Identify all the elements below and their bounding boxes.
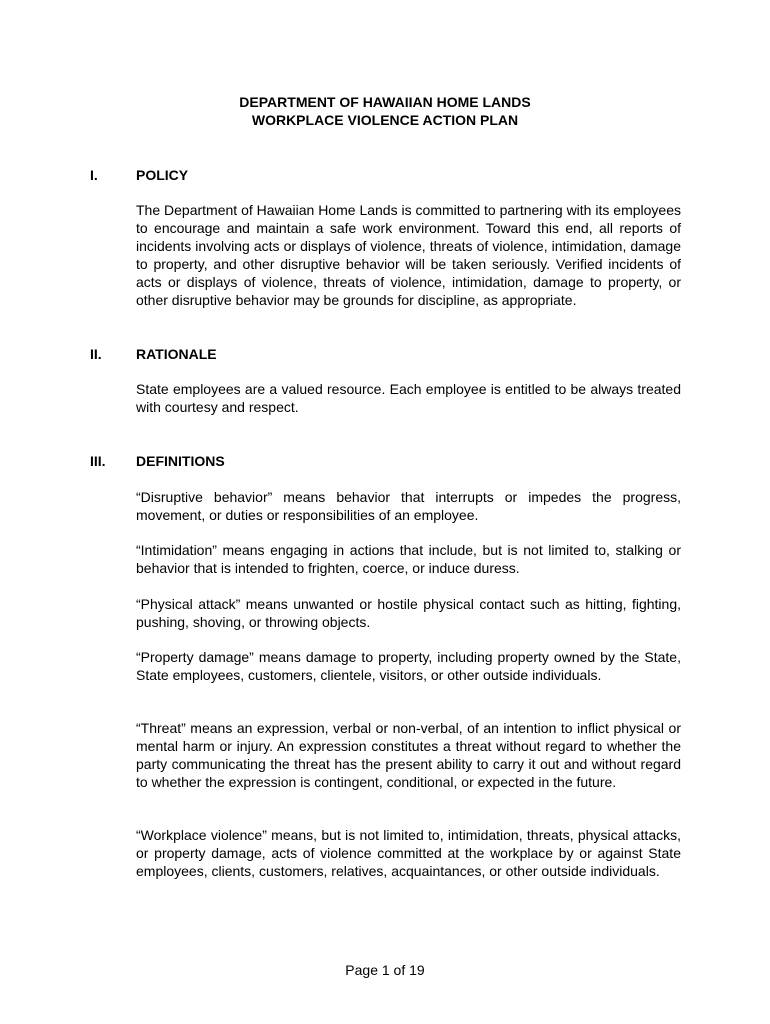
section-2-number: II.	[90, 346, 102, 362]
definition-disruptive-behavior: “Disruptive behavior” means behavior that interrupts or impedes the progress, movement, or duties or responsibilities of an employee.	[136, 489, 681, 523]
definition-workplace-violence: “Workplace violence” means, but is not limited to, intimidation, threats, physical attacks, or property damage, acts of violence committed at the workplace by or against State employees, clients, customers, relatives, acquaintances, or other outside individuals.	[136, 827, 681, 879]
title-line-2: WORKPLACE VIOLENCE ACTION PLAN	[251, 112, 519, 128]
section-1-number: I.	[90, 167, 98, 183]
rationale-paragraph: State employees are a valued resource. Each employee is entitled to be always treated with courtesy and respect.	[136, 381, 681, 415]
definition-physical-attack: “Physical attack” means unwanted or hostile physical contact such as hitting, fighting, pushing, shoving, or throwing objects.	[136, 596, 681, 630]
definition-threat: “Threat” means an expression, verbal or non-verbal, of an intention to inflict physical or mental harm or injury. An expression constitutes a threat without regard to whether the party communicating the threat has the present ability to carry it out and without regard to whether the expression is contingent, conditional, or expected in the future.	[136, 720, 681, 790]
document-title	[0, 93, 770, 129]
section-3-number: III.	[90, 453, 106, 469]
section-2-heading: RATIONALE	[136, 346, 217, 362]
page-number: Page 1 of 19	[345, 962, 425, 978]
section-1-heading: POLICY	[136, 167, 189, 183]
section-3-heading: DEFINITIONS	[136, 453, 225, 469]
definition-intimidation: “Intimidation” means engaging in actions that include, but is not limited to, stalking or behavior that is intended to frighten, coerce, or induce duress.	[136, 542, 681, 576]
policy-paragraph: The Department of Hawaiian Home Lands is committed to partnering with its employees to encourage and maintain a safe work environment. Toward this end, all reports of incidents involving acts or displays of violence, threats of violence, intimidation, damage to property, and other disruptive behavior will be taken seriously. Verified incidents of acts or displays of violence, threats of violence, intimidation, damage to property, or other disruptive behavior may be grounds for discipline, as appropriate.	[136, 202, 681, 308]
title-line-1: DEPARTMENT OF HAWAIIAN HOME LANDS	[239, 94, 531, 110]
definition-property-damage: “Property damage” means damage to property, including property owned by the State, State employees, customers, clientele, visitors, or other outside individuals.	[136, 649, 681, 683]
